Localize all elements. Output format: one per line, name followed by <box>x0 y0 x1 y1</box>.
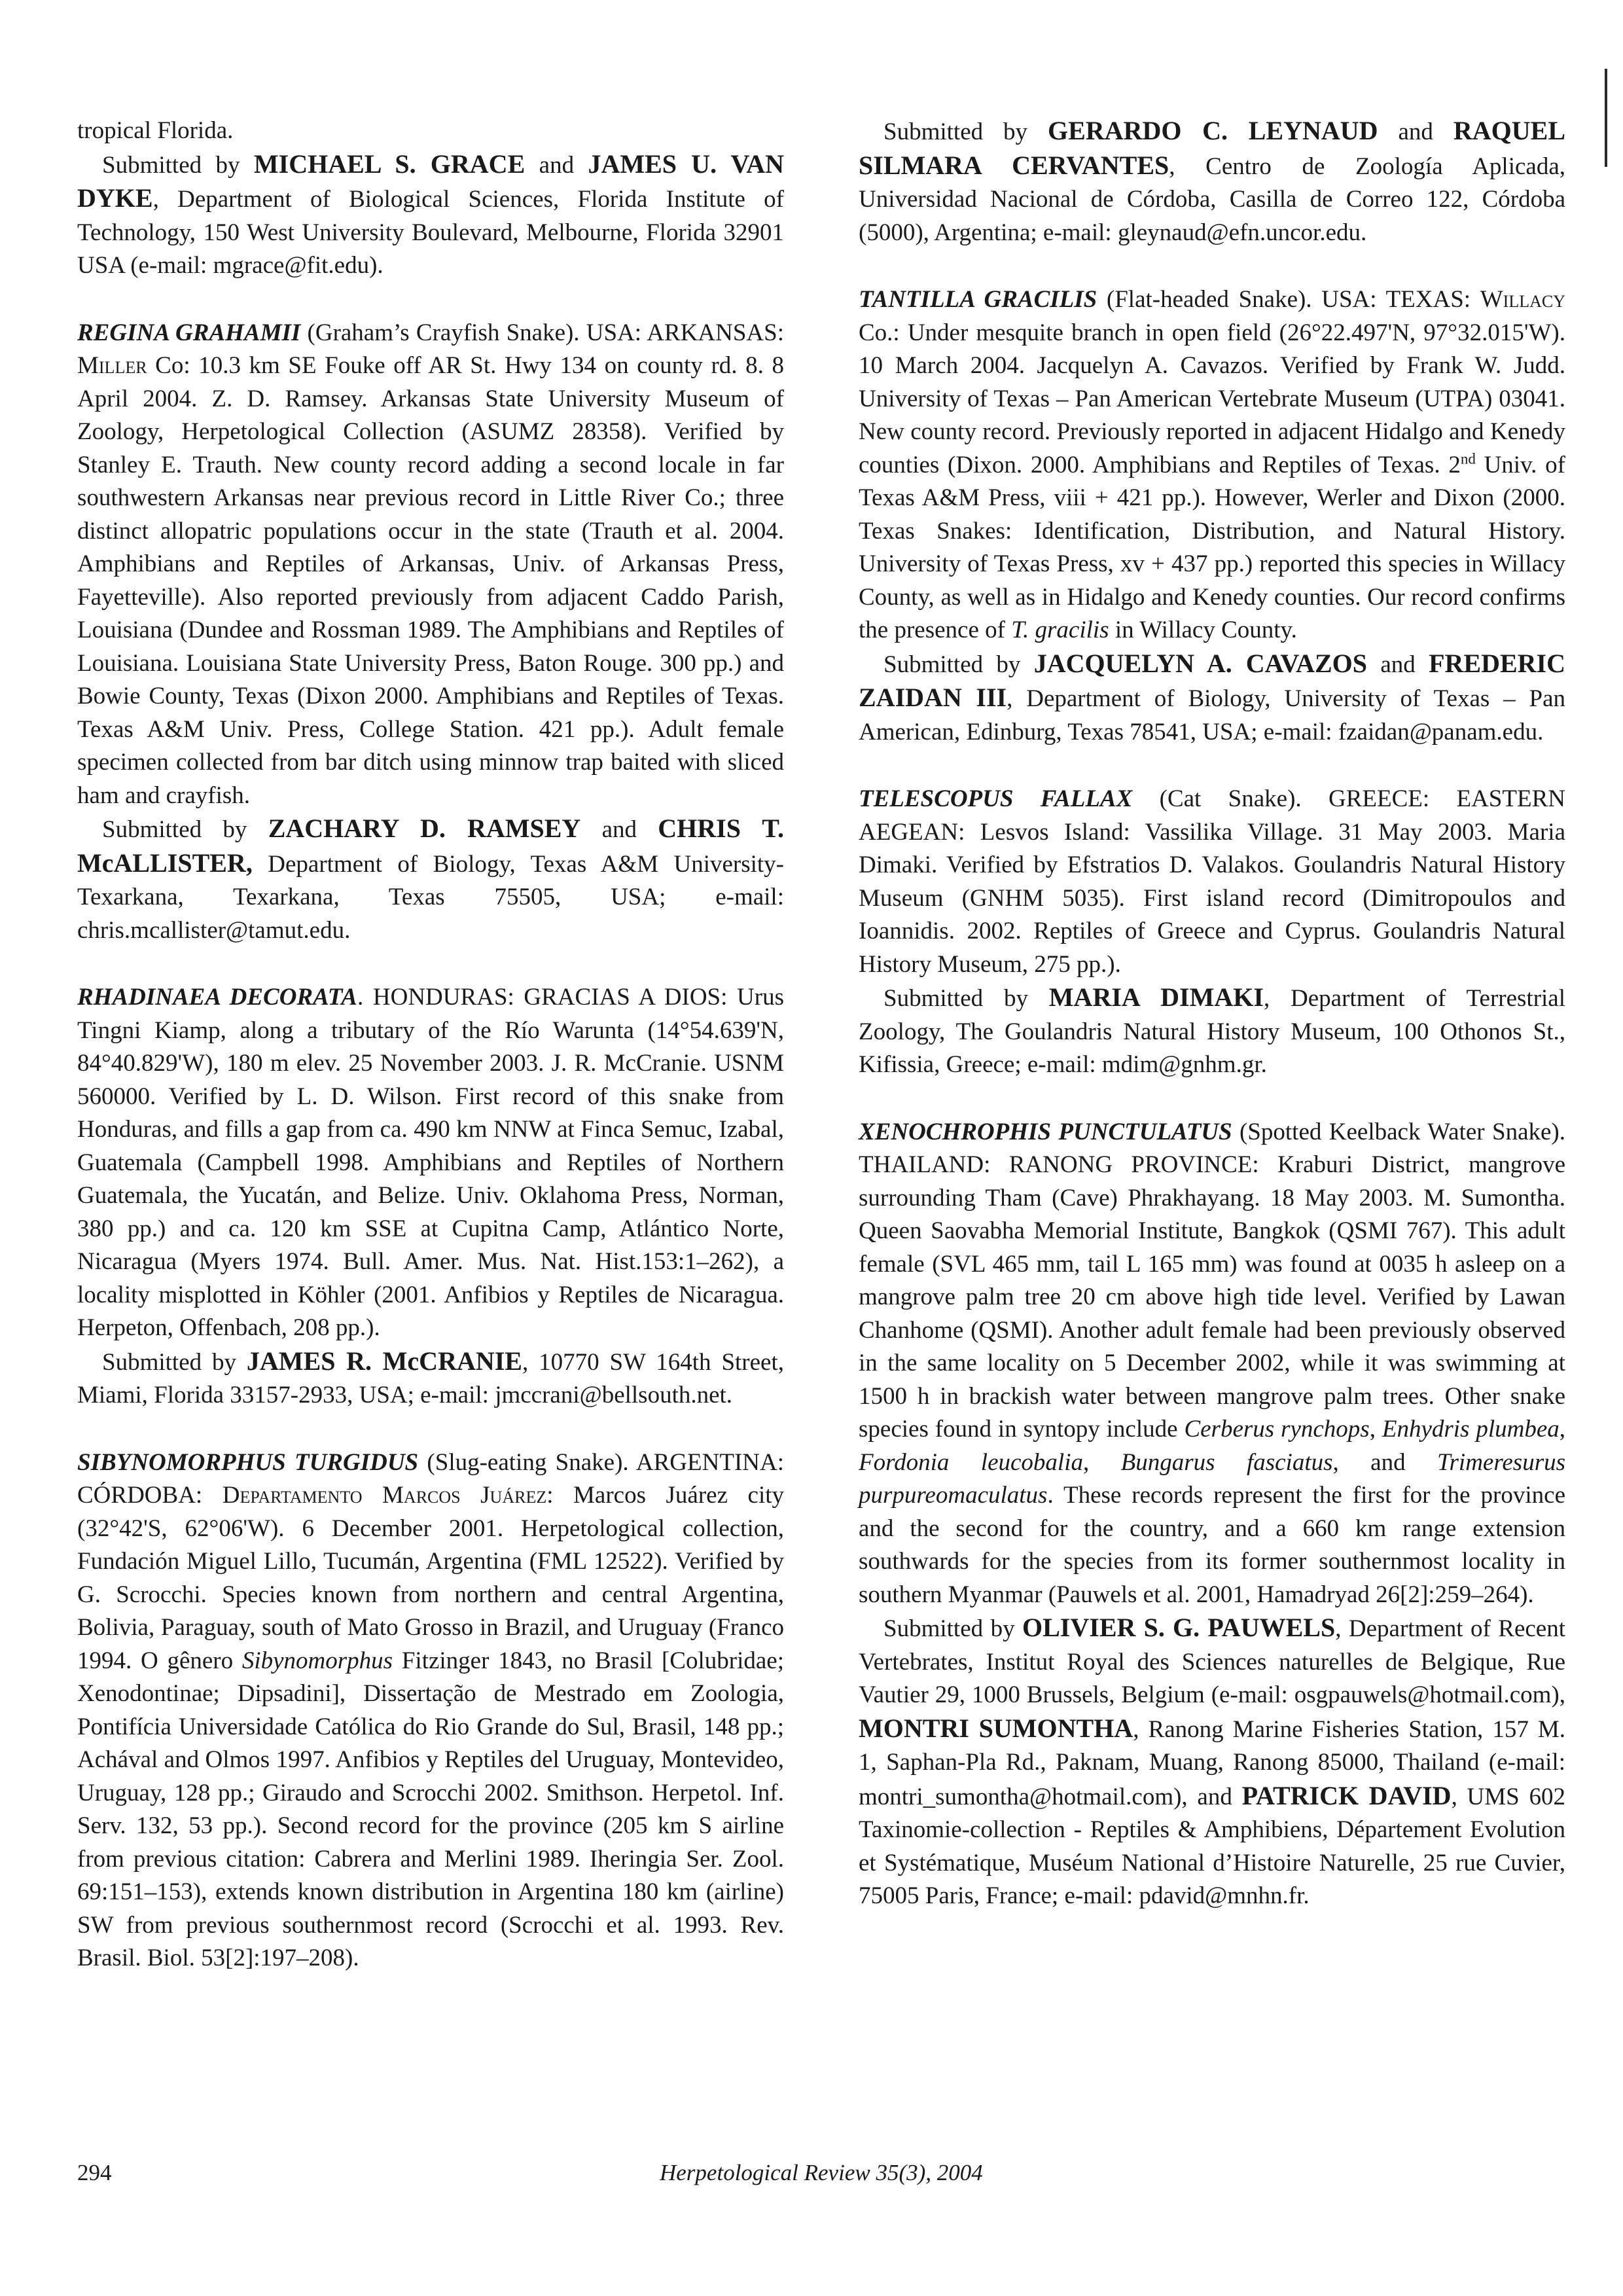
text: Submitted by <box>883 1615 1023 1642</box>
species-name: RHADINAEA DECORATA <box>77 984 357 1011</box>
species-mention: Bungarus fasciatus <box>1120 1448 1333 1476</box>
text: , Department of Terrestrial Zoology, The Goulandris Natural History Museum, 100 Othonos St., Kifissia, Greece; e-mail: mdim@gnhm.gr. <box>859 985 1565 1078</box>
submitter-paragraph <box>77 1345 784 1412</box>
scan-edge-mark <box>1605 69 1607 167</box>
species-name: REGINA GRAHAMII <box>77 319 301 346</box>
text: , Department of Biological Sciences, Florida Institute of Technology, 150 West University Boulevard, Melbourne, Florida 32901 USA (e-mail: mgrace@fit.edu). <box>77 186 784 279</box>
text: Submitted by <box>883 985 1049 1012</box>
text: , 10770 SW 164th Street, Miami, Florida 33157-2933, USA; e-mail: jmccrani@bellsouth.net. <box>77 1348 784 1408</box>
species-mention: Cerberus rynchops <box>1184 1416 1370 1443</box>
text: , Department of Biology, University of Texas – Pan American, Edinburg, Texas 78541, USA; e-mail: fzaidan@panam.edu. <box>859 685 1566 745</box>
text: Submitted by <box>883 651 1034 678</box>
text: , Department of Recent Vertebrates, Institut Royal des Sciences naturelles de Belgique, Rue Vautier 29, 1000 Brussels, Belgium (e-mail: osgpauwels@hotmail.com), <box>859 1615 1565 1708</box>
author-name: JAMES R. McCRANIE <box>246 1346 522 1376</box>
author-name: ZACHARY D. RAMSEY <box>268 814 581 843</box>
text: Co: 10.3 km SE Fouke off AR St. Hwy 134 on county rd. 8. 8 April 2004. Z. D. Ramsey. Arkansas State University Museum of Zoology, Herpetological Collection (ASUMZ 28358). Verified by Stanley E. Trauth. New county record adding a second locale in far southwestern Arkansas near previous record in Little River Co.; three distinct allopatric populations occur in the state (Trauth et al. 2004. Amphibians and Reptiles of Arkansas, Univ. of Arkansas Press, Fayetteville). Also reported previously from adjacent Caddo Parish, Louisiana (Dundee and Rossman 1989. The Amphibians and Reptiles of Louisiana. Louisiana State University Press, Baton Rouge. 300 pp.) and Bowie County, Texas (Dixon 2000. Amphibians and Reptiles of Texas. Texas A&M Univ. Press, College Station. 421 pp.). Adult female specimen collected from bar ditch using minnow trap baited with sliced ham and crayfish. <box>77 352 784 809</box>
left-column <box>77 115 784 1975</box>
author-name: GERARDO C. LEYNAUD <box>1048 116 1378 145</box>
text: , and <box>1332 1448 1437 1476</box>
text: Univ. of Texas A&M Press, viii + 421 pp.). However, Werler and Dixon (2000. Texas Snakes: Identification, Distribution, and Natural History. University of Texas Press, xv + 437 pp.) reported this species in Willacy County, as well as in Hidalgo and Kenedy counties. Our record confirms the presence of <box>859 451 1565 643</box>
text: , <box>1369 1416 1382 1443</box>
submitter-paragraph <box>859 115 1565 249</box>
author-name: FREDERIC ZAIDAN III <box>859 648 1565 712</box>
text: Submitted by <box>883 118 1048 145</box>
submitter-paragraph <box>859 647 1565 749</box>
text: Co.: Under mesquite branch in open field (26°22.497'N, 97°32.015'W). 10 March 2004. Jacquelyn A. Cavazos. Verified by Frank W. Judd. University of Texas – Pan American Vertebrate Museum (UTPA) 03041. New county record. Previously reported in adjacent Hidalgo and Kenedy counties (Dixon. 2000. Amphibians and Reptiles of Texas. 2 <box>859 319 1565 478</box>
author-name: JAMES U. VAN DYKE <box>77 149 784 213</box>
species-name: TANTILLA GRACILIS <box>859 286 1097 313</box>
species-entry-telescopus <box>859 783 1565 981</box>
text: (Spotted Keelback Water Snake). THAILAND: RANONG PROVINCE: Kraburi District, mangrove surrounding Tham (Cave) Phrakhayang. 18 May 2003. M. Sumontha. Queen Saovabha Memorial Institute, Bangkok (QSMI 767). This adult female (SVL 465 mm, tail L 165 mm) was found at 0035 h asleep on a mangrove palm tree 20 cm above high tide level. Verified by Lawan Chanhome (QSMI). Another adult female had been previously observed in the same locality on 5 December 2002, while it was swimming at 1500 h in brackish water between mangrove palm trees. Other snake species found in syntopy include <box>859 1118 1565 1443</box>
author-name: RAQUEL SILMARA CERVANTES <box>859 116 1565 180</box>
text: : Marcos Juárez city (32°42'S, 62°06'W). 6 December 2001. Herpetological collection, Fundación Miguel Lillo, Tucumán, Argentina (FML 12522). Verified by G. Scrocchi. Species known from northern and central Argentina, Bolivia, Paraguay, south of Mato Grosso in Brazil, and Uruguay (Franco 1994. O gênero <box>77 1482 785 1674</box>
text: and <box>1378 118 1454 145</box>
species-entry-tantilla <box>859 283 1565 647</box>
text: Submitted by <box>102 816 268 843</box>
text: Submitted by <box>102 1348 247 1376</box>
text: , <box>1083 1448 1121 1476</box>
right-column <box>859 115 1565 1913</box>
text: in Willacy County. <box>1109 617 1297 643</box>
text: (Flat-headed Snake). USA: TEXAS: <box>1097 286 1480 313</box>
text: (Cat Snake). GREECE: EASTERN AEGEAN: Lesvos Island: Vassilika Village. 31 May 2003. Maria Dimaki. Verified by Efstratios D. Valakos. Goulandris Natural History Museum (GNHM 5035). First island record (Dimitropoulos and Ioannidis. 2002. Reptiles of Greece and Cyprus. Goulandris Natural History Museum, 275 pp.). <box>859 785 1565 978</box>
text: and <box>580 816 658 843</box>
species-name: TELESCOPUS FALLAX <box>859 785 1133 812</box>
text: . HONDURAS: GRACIAS A DIOS: Urus Tingni Kiamp, along a tributary of the Río Warunta (14°54.639'N, 84°40.829'W), 180 m elev. 25 November 2003. J. R. McCranie. USNM 560000. Verified by L. D. Wilson. First record of this snake from Honduras, and fills a gap from ca. 490 km NNW at Finca Semuc, Izabal, Guatemala (Campbell 1998. Amphibians and Reptiles of Northern Guatemala, the Yucatán, and Belize. Univ. Oklahoma Press, Norman, 380 pp.) and ca. 120 km SSE at Cupitna Camp, Atlántico Norte, Nicaragua (Myers 1974. Bull. Amer. Mus. Nat. Hist.153:1–262), a locality misplotted in Köhler (2001. Anfibios y Reptiles de Nicaragua. Herpeton, Offenbach, 208 pp.). <box>77 984 784 1341</box>
author-name: MARIA DIMAKI <box>1048 982 1264 1012</box>
county-name: Miller <box>77 352 147 379</box>
author-name: JACQUELYN A. CAVAZOS <box>1033 648 1368 678</box>
species-entry-sibynomorphus <box>77 1446 784 1975</box>
text: Fitzinger 1843, no Brasil [Colubridae; Xenodontinae; Dipsadini], Dissertação de Mestrado em Zoologia, Pontifícia Universidade Católica do Rio Grande do Sul, Brasil, 148 pp.; Achával and Olmos 1997. Anfibios y Reptiles del Uruguay, Montevideo, Uruguay, 128 pp.; Giraudo and Scrocchi 2002. Smithson. Herpetol. Inf. Serv. 132, 53 pp.). Second record for the province (205 km S airline from previous citation: Cabrera and Merlini 1989. Iheringia Ser. Zool. 69:151–153), extends known distribution in Argentina 180 km (airline) SW from previous southernmost record (Scrocchi et al. 1993. Rev. Brasil. Biol. 53[2]:197–208). <box>77 1647 784 1971</box>
species-entry-rhadinaea <box>77 981 784 1345</box>
author-name: PATRICK DAVID <box>1241 1780 1452 1810</box>
county-name: Willacy <box>1480 286 1565 313</box>
species-entry-regina <box>77 317 784 813</box>
species-abbr: T. gracilis <box>1011 617 1109 643</box>
superscript: nd <box>1460 450 1476 467</box>
page-number: 294 <box>77 2160 112 2185</box>
text: and <box>1367 651 1429 678</box>
species-mention: Fordonia leucobalia <box>859 1448 1083 1476</box>
text: tropical Florida. <box>77 117 234 144</box>
species-mention: Trimeresurus purpureomaculatus <box>859 1448 1565 1509</box>
author-name: MONTRI SUMONTHA <box>859 1713 1133 1743</box>
author-name: OLIVIER S. G. PAUWELS <box>1022 1613 1336 1642</box>
author-name: CHRIS T. McALLISTER, <box>77 814 785 878</box>
species-mention: Enhydris plumbea <box>1382 1416 1560 1443</box>
text: . These records represent the first for the province and the second for the country, and a 660 km range extension southwards for the species from its former southernmost locality in southern Myanmar (Pauwels et al. 2001, Hamadryad 26[2]:259–264). <box>859 1482 1565 1608</box>
text: , <box>1559 1416 1565 1443</box>
text: , UMS 602 Taxinomie-collection - Reptiles & Amphibiens, Département Evolution et Systématique, Muséum National d’Histoire Naturelle, 25 rue Cuvier, 75005 Paris, France; e-mail: pdavid@mnhn.fr. <box>859 1783 1565 1909</box>
author-name: MICHAEL S. GRACE <box>253 149 526 179</box>
journal-citation: Herpetological Review 35(3), 2004 <box>660 2160 983 2185</box>
text: , Ranong Marine Fisheries Station, 157 M. 1, Saphan-Pla Rd., Paknam, Muang, Ranong 85000, Thailand (e-mail: montri_sumontha@hotmail.com), and <box>859 1715 1565 1810</box>
continued-text <box>77 115 784 148</box>
text: (Slug-eating Snake). ARGENTINA: CÓRDOBA: <box>77 1448 784 1509</box>
submitter-paragraph <box>77 148 784 283</box>
submitter-paragraph <box>77 812 784 947</box>
species-name: SIBYNOMORPHUS TURGIDUS <box>77 1448 419 1476</box>
text: , Centro de Zoología Aplicada, Universidad Nacional de Córdoba, Casilla de Correo 122, Córdoba (5000), Argentina; e-mail: gleynaud@efn.uncor.edu. <box>859 152 1566 246</box>
submitter-paragraph <box>859 1611 1565 1913</box>
species-name: XENOCHROPHIS PUNCTULATUS <box>859 1118 1232 1145</box>
text: Department of Biology, Texas A&M University-Texarkana, Texarkana, Texas 75505, USA; e-mail: chris.mcallister@tamut.edu. <box>77 850 784 944</box>
genus-name: Sibynomorphus <box>241 1647 393 1674</box>
submitter-paragraph <box>859 981 1565 1082</box>
department-name: Departamento Marcos Juárez <box>222 1482 547 1509</box>
text: and <box>525 151 588 179</box>
text: Submitted by <box>102 151 254 179</box>
text: (Graham’s Crayfish Snake). USA: ARKANSAS: <box>300 319 784 346</box>
species-entry-xenochrophis <box>859 1116 1565 1612</box>
